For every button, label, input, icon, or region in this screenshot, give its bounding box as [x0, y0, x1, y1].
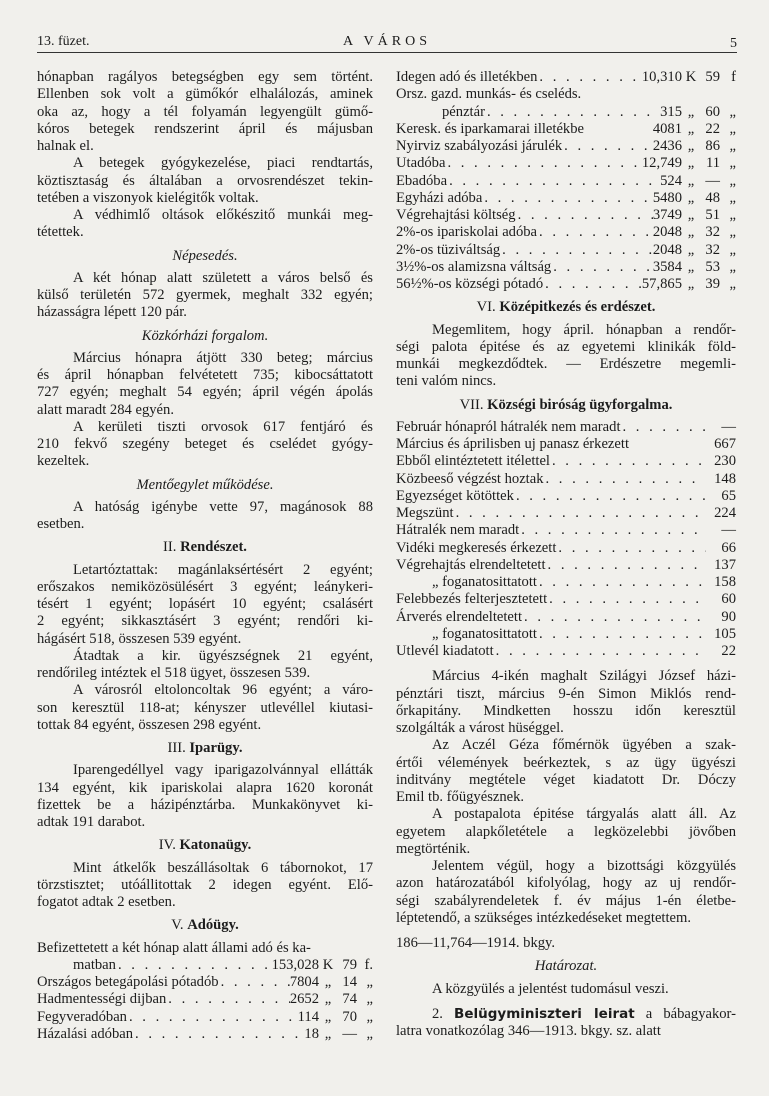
dot-leader	[454, 505, 706, 522]
spacer	[396, 660, 736, 668]
row-unit2: f.	[364, 956, 373, 973]
table-row	[396, 540, 736, 557]
text-line: A kerületi tiszti orvosok 617 fentjáró és	[73, 418, 373, 435]
dot-leader	[546, 557, 706, 574]
text-line: fizettek be a házipénztárba. Munkakönyvet ki-	[37, 796, 373, 813]
section-number: V.	[171, 917, 184, 934]
table-row	[396, 207, 736, 224]
row-unit2: „	[729, 276, 736, 292]
row-unit: „	[687, 155, 695, 172]
row-unit2: „	[729, 155, 736, 172]
text-line: adtak 191 darabot.	[37, 814, 146, 830]
row-label: pénztár	[442, 103, 485, 120]
table-row	[396, 453, 736, 470]
dot-leader	[544, 471, 707, 488]
paragraph	[396, 668, 736, 737]
text-line: A hatóság igénybe vette 97, magánosok 88	[73, 498, 373, 515]
dot-leader	[445, 155, 641, 172]
row-amount: 10,310	[641, 69, 682, 85]
row-unit2: f	[731, 69, 736, 85]
text-line: pénztári tiszt, március 9-én Simon Miklós rend-	[396, 685, 736, 702]
text-line: latra vonatkozólag 346—1913. bkgy. sz. alatt	[396, 1023, 661, 1039]
page-header	[37, 34, 737, 53]
text-line: 210 fekvő szegény beteget és cselédet gyógy-	[37, 436, 373, 452]
section-number: II.	[163, 539, 177, 556]
row-fillér: 32	[705, 224, 720, 241]
text-line: 2 egyént; sikkasztásért 3 egyént; rendőri ki-	[37, 613, 373, 630]
row-unit2: „	[729, 258, 736, 275]
row-fillér: 59	[705, 69, 720, 85]
left-column	[37, 69, 373, 1043]
row-amount: 2048	[652, 224, 682, 241]
text-line: Az Aczél Géza főmérnök ügyében a szak-	[432, 737, 736, 754]
text-line	[396, 1006, 736, 1023]
section-heading	[37, 539, 373, 556]
row-unit: K	[685, 69, 697, 85]
issue-number: 13. füzet.	[37, 34, 90, 49]
text-line: tésért 1 egyént; lopásért 10 egyént; csalásért	[37, 596, 373, 612]
table-row	[37, 974, 373, 991]
paragraph	[37, 562, 373, 648]
row-label: Hadmentességi dijban	[37, 991, 167, 1008]
section-heading: Közkórházi forgalom.	[141, 327, 269, 344]
row-label: Keresk. és iparkamarai illetékbe	[396, 120, 585, 137]
dot-leader	[537, 574, 706, 591]
row-unit: „	[324, 1008, 332, 1025]
dot-leader	[547, 591, 706, 608]
text-line: kóros betegek rendszerint ápril és májusban	[37, 120, 373, 137]
row-amount: 5480	[652, 189, 682, 206]
table-row	[37, 991, 373, 1008]
dot-leader	[514, 488, 706, 505]
row-unit2: „	[366, 1008, 373, 1025]
row-label: Házalási adóban	[37, 1025, 134, 1042]
row-unit2: „	[729, 207, 736, 223]
row-fillér: 74	[342, 991, 357, 1008]
row-fillér: 22	[705, 120, 720, 137]
row-label: Utlevél kiadatott	[396, 643, 494, 659]
section-heading	[37, 837, 373, 854]
row-label: Egyezséget kötöttek	[396, 487, 514, 504]
row-unit: „	[687, 258, 695, 275]
row-label: 56½%-os községi pótadó	[396, 276, 544, 292]
row-amount: —	[721, 522, 736, 539]
paragraph	[396, 806, 736, 858]
text-line: Mint átkelők beszállásoltak 6 tábornokot, 17	[73, 859, 373, 876]
row-label: 2%-os tüziváltság	[396, 241, 501, 258]
row-fillér: 53	[705, 258, 720, 275]
table-row	[396, 505, 736, 522]
paragraph	[37, 270, 373, 322]
dot-leader	[516, 207, 653, 224]
row-unit: „	[687, 207, 695, 223]
text-line: alatt maradt 284 egyén.	[37, 401, 174, 418]
table-row	[396, 104, 736, 121]
row-amount: 524	[660, 172, 682, 189]
dot-leader	[629, 436, 706, 453]
page-number: 5	[730, 36, 737, 51]
dot-leader	[543, 276, 642, 293]
paragraph	[396, 322, 736, 391]
paragraph	[37, 940, 373, 957]
dot-leader	[537, 626, 706, 643]
dot-leader	[537, 69, 641, 86]
paragraph	[37, 207, 373, 242]
table-row	[396, 242, 736, 259]
text-line: A közgyülés a jelentést tudomásul veszi.	[432, 980, 669, 997]
text-line: házasságra lépett 120 pár.	[37, 304, 187, 321]
section-heading	[37, 917, 373, 934]
row-unit2: „	[729, 224, 736, 241]
text-line: egyetem alapkőletétele a legközelebbi jövőben	[396, 823, 736, 840]
row-unit2: „	[729, 172, 736, 189]
text-line: halnak el.	[37, 138, 94, 154]
section-title: Katonaügy.	[179, 837, 252, 854]
row-unit: „	[324, 974, 332, 990]
row-unit: „	[324, 1025, 332, 1042]
text-line: azon határozatából kifolyólag, hogy az uj rendőr-	[396, 875, 736, 892]
table-row	[396, 609, 736, 626]
paragraph	[37, 762, 373, 831]
row-amount: 22	[721, 643, 736, 659]
dot-leader	[519, 522, 706, 539]
dot-leader	[494, 643, 706, 660]
text-line: rendőrileg intéztek el 518 ügyet, összesen 539.	[37, 665, 311, 681]
row-amount: 230	[714, 453, 736, 470]
dot-leader	[581, 86, 736, 103]
text-line: erőszakos nemiközösülésért 3 egyént; leánykeri-	[37, 578, 373, 595]
row-amount: 667	[714, 436, 736, 452]
text-line: A két hónap alatt született a város belső és	[73, 269, 373, 286]
row-label: Február hónapról hátralék nem maradt	[396, 418, 621, 435]
text-line: Megemlitem, hogy ápril. hónapban a rendőr-	[432, 321, 736, 338]
dot-leader	[127, 1009, 298, 1026]
text-line: ségi szabályrendeletek f. év május 1-én életbe-	[396, 892, 736, 909]
row-fillér: 70	[342, 1008, 357, 1025]
text-line: Iparengedéllyel vagy iparigazolvánnyal ellátták	[73, 762, 373, 779]
text-line: őrkapitány. Mindketten hosszu időn keresztül	[396, 702, 736, 719]
text-line: tétettek.	[37, 224, 84, 241]
dot-leader	[550, 453, 706, 470]
paragraph	[396, 981, 736, 998]
text-line: teni valóm nincs.	[396, 373, 497, 390]
row-unit: „	[324, 991, 332, 1008]
dot-leader	[562, 138, 653, 155]
text-line: fogatot adtak 2 esetben.	[37, 894, 176, 910]
item-number: 2.	[432, 1005, 443, 1022]
text-line: A postapalota épitése tárgyalás alatt áll. Az	[432, 806, 736, 823]
section-title: Középitkezés és erdészet.	[499, 299, 656, 316]
dot-leader	[551, 259, 653, 276]
row-amount: 90	[721, 608, 736, 625]
table-row	[37, 1026, 373, 1043]
section-number: VII.	[459, 396, 484, 413]
text-line: A védhimlő oltások előkészitő munkái meg-	[73, 207, 373, 223]
text-line: ségi palota épitése és az egyetemi klinikák föld-	[396, 338, 736, 355]
row-fillér: —	[705, 172, 720, 189]
table-row	[396, 591, 736, 608]
section-heading: Határozat.	[534, 958, 598, 975]
text-line: Letartóztattak: magánlaksértésért 2 egyént;	[73, 561, 373, 578]
table-row	[396, 488, 736, 505]
row-unit: „	[687, 172, 695, 189]
row-label: Idegen adó és illetékben	[396, 69, 538, 85]
text-line: A betegek gyógykezelése, piaci rendtartás,	[73, 155, 373, 172]
text-line: hónapban ragályos betegségben egy sem történt.	[37, 69, 373, 85]
row-unit2: „	[729, 120, 736, 137]
section-title: Községi biróság ügyforgalma.	[487, 396, 673, 413]
row-unit: K	[322, 956, 334, 973]
table-row	[396, 86, 736, 103]
dot-leader	[166, 991, 290, 1008]
row-label: Országos betegápolási pótadób	[37, 974, 219, 990]
row-amount: 7804	[289, 974, 319, 990]
publication-title: A VÁROS	[342, 34, 432, 49]
row-unit2: „	[366, 991, 373, 1008]
row-unit: „	[687, 138, 695, 154]
table-row	[396, 69, 736, 86]
text-line: külső területén 572 gyermek, meghalt 332 egyén;	[37, 287, 373, 303]
table-row	[396, 138, 736, 155]
text-line: Március 4-ikén maghalt Szilágyi József házi-	[432, 668, 736, 685]
table-row	[396, 643, 736, 660]
table-row	[396, 419, 736, 436]
row-label: Ebadóba	[396, 172, 448, 189]
text-line: Befizettetett a két hónap alatt állami adó és ka-	[37, 939, 311, 956]
paragraph	[37, 155, 373, 207]
table-row	[396, 436, 736, 453]
section-heading	[37, 740, 373, 757]
right-column	[396, 69, 736, 1040]
row-label: Végrehajtási költség	[396, 207, 516, 223]
section-title: Adóügy.	[187, 917, 239, 934]
row-label: 3½%-os alamizsna váltság	[396, 258, 552, 275]
row-amount: 2048	[652, 241, 682, 258]
dot-leader	[556, 540, 706, 557]
dot-leader	[447, 173, 660, 190]
dot-leader	[522, 609, 706, 626]
text-line: 134 egyént, kik ipariskolai alapra 1620 koronát	[37, 779, 373, 796]
paragraph	[396, 737, 736, 806]
text-line-rest: a bábagyakor-	[645, 1005, 736, 1022]
row-label: Orsz. gazd. munkás- és cseléds.	[396, 86, 582, 103]
text-line: Jelentem végül, hogy a bizottsági közgyülés	[432, 858, 736, 874]
row-label: 2%-os ipariskolai adóba	[396, 224, 538, 241]
section-title: Iparügy.	[189, 740, 243, 756]
paragraph	[37, 682, 373, 734]
text-line: szolgálták a várost hüséggel.	[396, 720, 564, 736]
table-row	[396, 259, 736, 276]
text-line: oka az, hogy a tél folyamán legyengült gümő-	[37, 103, 373, 120]
table-row	[396, 224, 736, 241]
row-label: Megszünt	[396, 505, 454, 521]
row-unit2: „	[729, 103, 736, 120]
row-label: Közbeeső végzést hoztak	[396, 470, 544, 487]
row-amount: 114	[297, 1008, 319, 1025]
paragraph	[37, 419, 373, 471]
row-label: „ foganatosittatott	[432, 625, 537, 642]
row-amount: 137	[714, 556, 736, 573]
text-line: 727 egyén; meghalt 54 egyén; ápril végén ápolás	[37, 384, 373, 401]
row-amount: 12,749	[641, 155, 682, 172]
paragraph	[37, 499, 373, 534]
row-label: Vidéki megkeresés érkezett	[396, 539, 557, 556]
section-number: VI.	[476, 299, 496, 316]
row-amount: 148	[714, 470, 736, 487]
row-label: Egyházi adóba	[396, 189, 483, 206]
dot-leader	[537, 224, 653, 241]
table-row	[396, 522, 736, 539]
dot-leader	[116, 957, 272, 974]
row-label: Árverés elrendeltetett	[396, 608, 523, 625]
text-line: törzstisztet; utóállitottak 2 idegen egyént. Elő-	[37, 876, 373, 893]
table-row	[37, 1009, 373, 1026]
section-number: IV.	[158, 837, 176, 854]
text-line: köztisztaság és általában a orvosrendészet tekin-	[37, 172, 373, 189]
paragraph	[37, 648, 373, 683]
text-line: 186—11,764—1914. bkgy.	[396, 935, 556, 951]
row-unit: „	[687, 241, 695, 258]
paragraph	[37, 350, 373, 419]
text-line: és ápril hónapban felvétetett 735; kibocsáttatott	[37, 367, 373, 383]
spacer	[396, 927, 736, 935]
row-fillér: 60	[705, 103, 720, 120]
text-line: tetében a viszonyok kielégitők voltak.	[37, 189, 259, 206]
dot-leader	[485, 104, 660, 121]
table-row	[396, 626, 736, 643]
row-fillér: 51	[705, 207, 720, 223]
section-heading: Mentőegylet működése.	[136, 476, 274, 493]
row-label: Ebből elintéztetett itélettel	[396, 453, 550, 470]
text-line: Emil tb. főügyésznek.	[396, 789, 525, 805]
row-label: „ foganatosittatott	[432, 574, 537, 590]
row-fillér: 39	[705, 276, 720, 292]
row-amount: —	[721, 418, 736, 435]
row-unit: „	[687, 120, 695, 137]
table-row	[37, 957, 373, 974]
row-unit: „	[687, 276, 695, 292]
row-label: Fegyveradóban	[37, 1008, 127, 1025]
text-line: Március hónapra átjött 330 beteg; március	[73, 349, 373, 366]
row-amount: 57,865	[641, 276, 682, 292]
text-line: kezeltek.	[37, 453, 90, 470]
row-label: matban	[73, 956, 116, 973]
section-number: III.	[167, 740, 186, 756]
table-row	[396, 121, 736, 138]
text-line: tottak 84 egyént, összesen 298 egyént.	[37, 716, 262, 733]
row-fillér: —	[342, 1025, 357, 1042]
dot-leader	[584, 121, 653, 138]
dot-leader	[219, 974, 290, 991]
row-amount: 105	[714, 625, 736, 642]
row-label: Nyirviz szabályozási járulék	[396, 138, 563, 154]
row-amount: 2652	[289, 991, 319, 1008]
row-amount: 3749	[652, 207, 682, 223]
row-amount: 65	[721, 487, 736, 504]
row-fillér: 11	[705, 155, 720, 172]
row-amount: 224	[714, 505, 736, 521]
text-line: A városról eltoloncoltak 96 egyént; a váro-	[73, 682, 373, 699]
row-amount: 315	[660, 103, 682, 120]
row-label: Felebbezés felterjesztetett	[396, 591, 548, 608]
row-amount: 66	[721, 539, 736, 556]
item-title: Belügyminiszteri leirat	[454, 1005, 635, 1022]
row-fillér: 86	[705, 138, 720, 154]
row-amount: 3584	[652, 258, 682, 275]
dot-leader	[621, 419, 707, 436]
row-unit2: „	[729, 241, 736, 258]
text-line: munkái megkezdődtek. — Erdészetre megemli-	[396, 356, 736, 372]
paragraph	[396, 858, 736, 927]
row-fillér: 79	[342, 956, 357, 973]
row-fillér: 32	[705, 241, 720, 258]
row-label: Hátralék nem maradt	[396, 522, 520, 539]
row-fillér: 14	[342, 974, 357, 990]
row-unit: „	[687, 224, 695, 241]
row-amount: 4081	[652, 120, 682, 137]
table-row	[396, 155, 736, 172]
paragraph	[37, 860, 373, 912]
section-heading: Népesedés.	[172, 247, 238, 264]
row-fillér: 48	[705, 189, 720, 206]
row-amount: 60	[721, 591, 736, 608]
row-label: Végrehajtás elrendeltetett	[396, 556, 546, 573]
text-line: esetben.	[37, 516, 85, 532]
section-heading	[396, 397, 736, 414]
row-amount: 2436	[652, 138, 682, 154]
table-row	[396, 173, 736, 190]
row-unit2: „	[366, 1025, 373, 1042]
paragraph	[396, 935, 736, 952]
row-unit: „	[687, 103, 695, 120]
text-line: léptetendő, a szükséges intézkedéseket megtettem.	[396, 909, 692, 926]
table-row	[396, 276, 736, 293]
dot-leader	[482, 190, 653, 207]
row-amount: 153,028	[271, 956, 319, 973]
row-unit: „	[687, 189, 695, 206]
table-row	[396, 574, 736, 591]
section-title: Rendészet.	[180, 539, 247, 556]
text-line: inditvány megtétele véget kiadatott Dr. Dóczy	[396, 771, 736, 788]
row-label: Utadóba	[396, 155, 446, 172]
row-amount: 158	[714, 574, 736, 590]
spacer	[396, 998, 736, 1006]
text-line: Átadtak a kir. ügyészségnek 21 egyént,	[73, 647, 373, 664]
paragraph	[396, 1006, 736, 1041]
table-row	[396, 190, 736, 207]
row-amount: 18	[304, 1025, 319, 1042]
text-line: hágásért 518, összesen 539 egyént.	[37, 630, 242, 647]
table-row	[396, 557, 736, 574]
row-unit2: „	[366, 974, 373, 990]
row-label: Március és áprilisben uj panasz érkezett	[396, 436, 630, 452]
section-heading	[396, 299, 736, 316]
text-line: megtörténik.	[396, 840, 471, 857]
text-line: son keresztül 118-at; kényszer utlevéllel kiutasi-	[37, 699, 373, 716]
dot-leader	[133, 1026, 304, 1043]
row-unit2: „	[729, 189, 736, 206]
row-unit2: „	[729, 138, 736, 154]
dot-leader	[500, 242, 653, 259]
paragraph	[37, 69, 373, 155]
text-line: értői vélemények beérkeztek, s az ügy ügyészi	[396, 754, 736, 771]
table-row	[396, 471, 736, 488]
text-line: Ellenben sok volt a gümőkór elhalálozás, aminek	[37, 86, 373, 103]
